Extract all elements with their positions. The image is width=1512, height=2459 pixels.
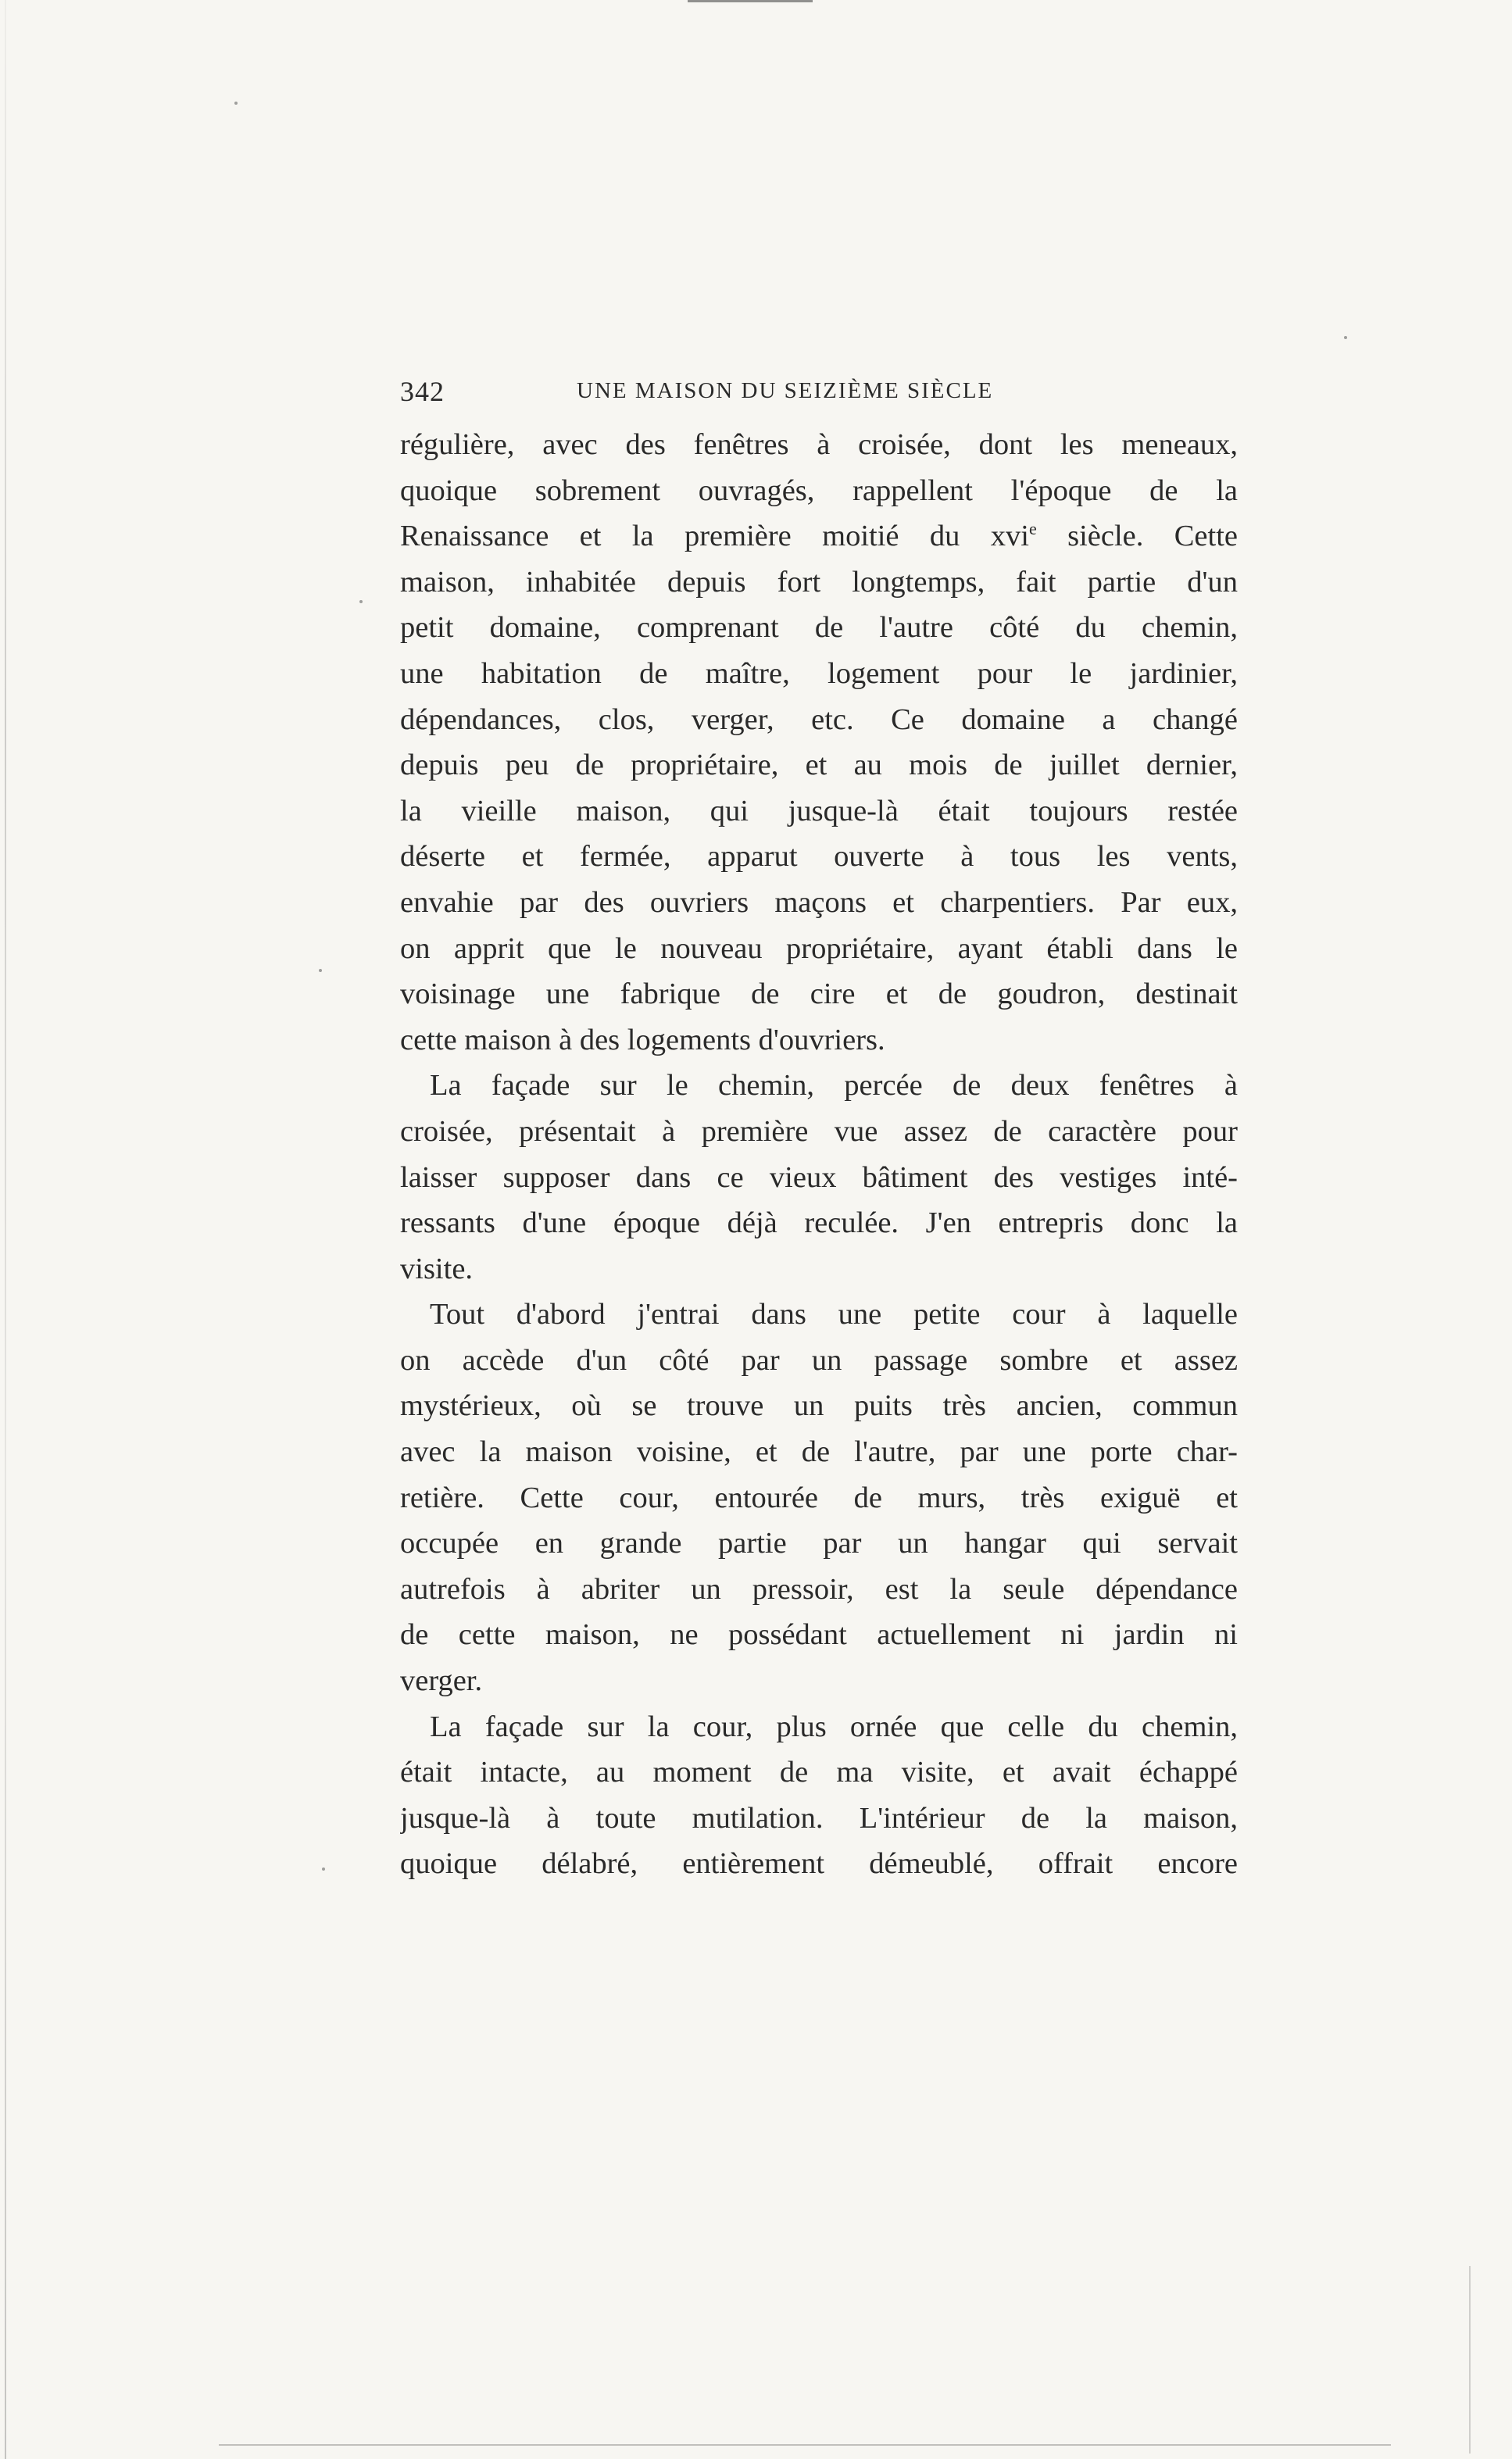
- scan-speck: [319, 969, 322, 972]
- text-line: [400, 834, 1238, 880]
- text-line: [400, 971, 1238, 1017]
- scan-speck: [359, 600, 363, 603]
- book-page: [400, 367, 1238, 1887]
- text-line-content: mystérieux, où se trouve un puits très ancien, commun: [400, 1389, 1238, 1423]
- text-line: [400, 651, 1238, 697]
- text-line-content: était intacte, au moment de ma visite, et avait échappé: [400, 1756, 1238, 1789]
- text-line-content: jusque-là à toute mutilation. L'intérieur de la maison,: [400, 1801, 1238, 1835]
- text-line: [400, 422, 1238, 468]
- text-line: [400, 1338, 1238, 1384]
- text-line-content: de cette maison, ne possédant actuellement ni jardin ni: [400, 1618, 1238, 1652]
- text-line-content: envahie par des ouvriers maçons et charpentiers. Par eux,: [400, 885, 1238, 919]
- text-line-content: maison, inhabitée depuis fort longtemps, fait partie d'un: [400, 565, 1238, 599]
- text-line-content: Tout d'abord j'entrai dans une petite cour à laquelle: [430, 1298, 1238, 1331]
- superscript: e: [1028, 519, 1037, 539]
- text-line: [400, 926, 1238, 972]
- text-line-content: croisée, présentait à première vue assez de caractère pour: [400, 1114, 1238, 1148]
- text-line-content: La façade sur la cour, plus ornée que celle du chemin,: [430, 1710, 1238, 1743]
- text-line: [400, 1704, 1238, 1750]
- text-line-content: quoique délabré, entièrement démeublé, offrait encore: [400, 1847, 1238, 1881]
- page-number: 342: [400, 376, 445, 407]
- text-line: [400, 1063, 1238, 1109]
- text-line: [400, 559, 1238, 606]
- text-line-content: laisser supposer dans ce vieux bâtiment des vestiges inté-: [400, 1160, 1238, 1194]
- text-line: [400, 1155, 1238, 1201]
- body-text: [400, 422, 1238, 1887]
- text-line: [400, 1246, 1238, 1292]
- text-line: [400, 742, 1238, 788]
- text-line-content: occupée en grande partie par un hangar qui servait: [400, 1527, 1238, 1560]
- text-line-content: verger.: [400, 1664, 483, 1698]
- text-line: [400, 1612, 1238, 1658]
- scan-edge-bottom: [219, 2444, 1391, 2446]
- text-line-content: petit domaine, comprenant de l'autre côté du chemin,: [400, 611, 1238, 645]
- text-line-content: La façade sur le chemin, percée de deux fenêtres à: [430, 1069, 1238, 1103]
- running-head: [400, 367, 1238, 422]
- text-line-content: dépendances, clos, verger, etc. Ce domaine a changé: [400, 702, 1238, 736]
- text-line-content: depuis peu de propriétaire, et au mois de juillet dernier,: [400, 749, 1238, 782]
- text-line: [400, 1658, 1238, 1704]
- text-line: [400, 1429, 1238, 1475]
- text-line: [400, 1841, 1238, 1887]
- text-line: [400, 1796, 1238, 1842]
- text-line-content: cette maison à des logements d'ouvriers.: [400, 1023, 885, 1056]
- text-line: [400, 1292, 1238, 1338]
- scan-edge-right: [1469, 2266, 1471, 2454]
- text-line-content: on accède d'un côté par un passage sombre et assez: [400, 1343, 1238, 1377]
- text-line-content: déserte et fermée, apparut ouverte à tous les vents,: [400, 840, 1238, 874]
- text-line-content: retière. Cette cour, entourée de murs, très exiguë et: [400, 1481, 1238, 1514]
- text-line: [400, 1200, 1238, 1246]
- scan-edge-left: [5, 0, 6, 2459]
- text-line-continuation: siècle. Cette: [1036, 520, 1238, 553]
- text-line: [400, 1521, 1238, 1567]
- text-line: [400, 1017, 1238, 1063]
- text-line-content: la vieille maison, qui jusque-là était toujours restée: [400, 794, 1238, 827]
- text-line: [400, 468, 1238, 514]
- text-line-content: ressants d'une époque déjà reculée. J'en entrepris donc la: [400, 1206, 1238, 1240]
- text-line-content: une habitation de maître, logement pour le jardinier,: [400, 656, 1238, 690]
- text-line-content: visite.: [400, 1252, 474, 1285]
- scan-speck: [234, 102, 238, 105]
- text-line-content: on apprit que le nouveau propriétaire, ayant établi dans le: [400, 931, 1238, 965]
- text-line-content: quoique sobrement ouvragés, rappellent l'époque de la: [400, 474, 1238, 507]
- text-line-content: voisinage une fabrique de cire et de goudron, destinait: [400, 978, 1238, 1011]
- scan-speck: [322, 1867, 325, 1871]
- text-line-content: Renaissance et la première moitié du xvi: [400, 520, 1029, 553]
- text-line: [400, 788, 1238, 835]
- text-line: [400, 605, 1238, 651]
- text-line: [400, 1750, 1238, 1796]
- scan-speck: [1344, 336, 1347, 339]
- text-line: [400, 697, 1238, 743]
- scan-edge-top: [688, 0, 813, 2]
- text-line: [400, 513, 1238, 559]
- text-line-content: autrefois à abriter un pressoir, est la seule dépendance: [400, 1572, 1238, 1606]
- text-line: [400, 880, 1238, 926]
- text-line: [400, 1567, 1238, 1613]
- text-line: [400, 1109, 1238, 1155]
- text-line-content: régulière, avec des fenêtres à croisée, dont les meneaux,: [400, 428, 1238, 461]
- text-line-content: avec la maison voisine, et de l'autre, par une porte char-: [400, 1435, 1238, 1469]
- running-title: UNE MAISON DU SEIZIÈME SIÈCLE: [577, 378, 994, 403]
- text-line: [400, 1475, 1238, 1521]
- text-line: [400, 1383, 1238, 1429]
